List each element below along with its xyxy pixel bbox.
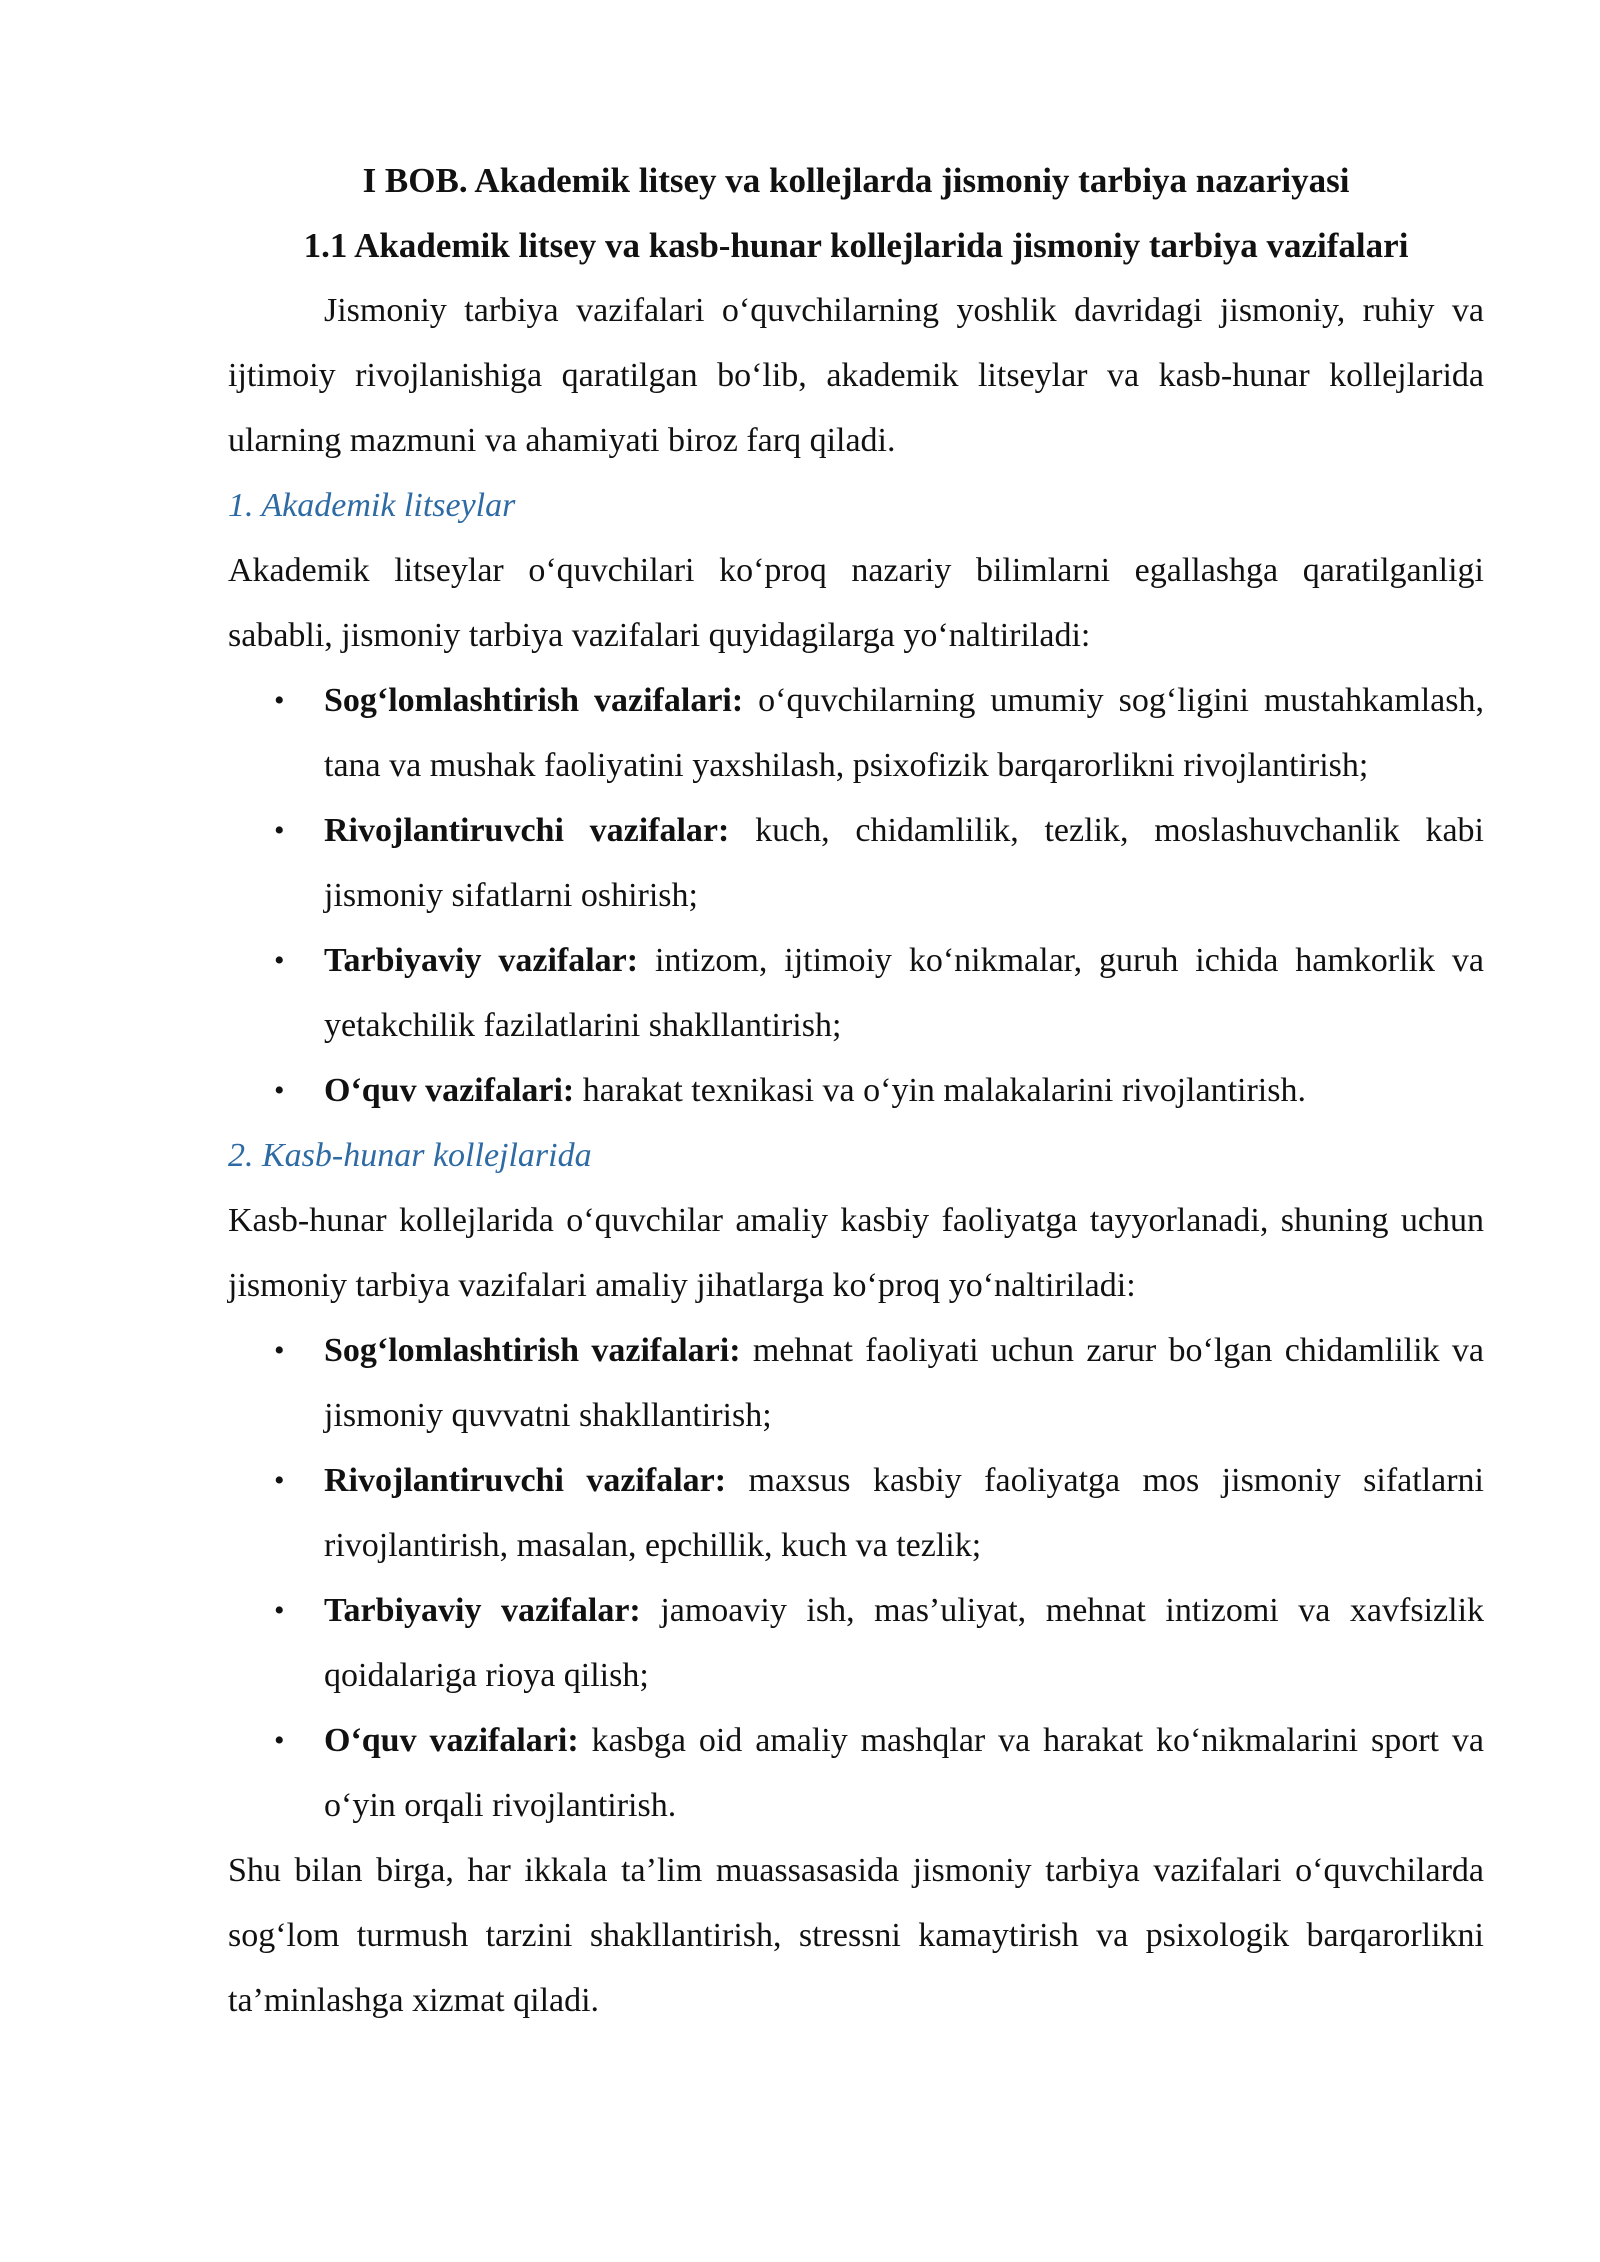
part-lead-paragraph: Kasb-hunar kollejlarida o‘quvchilar amaliy kasbiy faoliyatga tayyorlanadi, shuning uchun jismoniy tarbiya vazifalari amaliy jihatlarga ko‘proq yo‘naltiriladi: [228, 1202, 1484, 1304]
item-label: O‘quv vazifalari: [324, 1072, 575, 1109]
item-text: kuch, chidamlilik, tezlik, moslashuvchanlik kabi jismoniy sifatlarni oshirish; [324, 812, 1484, 914]
list-item [274, 1448, 1484, 1578]
item-text: jamoaviy ish, mas’uliyat, mehnat intizomi va xavfsizlik qoidalariga rioya qilish; [324, 1592, 1485, 1694]
item-label: Tarbiyaviy vazifalar: [324, 942, 639, 979]
item-label: Sog‘lomlashtirish vazifalari: [324, 1332, 741, 1369]
item-text: maxsus kasbiy faoliyatga mos jismoniy sifatlarni rivojlantirish, masalan, epchillik, kuch va tezlik; [324, 1462, 1484, 1564]
part-lead-paragraph: Akademik litseylar o‘quvchilari ko‘proq nazariy bilimlarni egallashga qaratilganligi sababli, jismoniy tarbiya vazifalari quyidagilarga yo‘naltiriladi: [228, 552, 1484, 654]
item-label: Rivojlantiruvchi vazifalar: [324, 812, 730, 849]
task-list [228, 1318, 1484, 1838]
chapter-title: I BOB. Akademik litsey va kollejlarda jismoniy tarbiya nazariyasi [362, 161, 1350, 200]
part-heading: 2. Kasb-hunar kollejlarida [228, 1137, 592, 1174]
bullet-icon: • [274, 1464, 285, 1497]
task-list [228, 668, 1484, 1123]
bullet-icon: • [274, 1074, 285, 1107]
item-text: intizom, ijtimoiy ko‘nikmalar, guruh ichida hamkorlik va yetakchilik fazilatlarini shakllantirish; [324, 942, 1484, 1044]
item-label: Rivojlantiruvchi vazifalar: [324, 1462, 727, 1499]
list-item [274, 668, 1484, 798]
bullet-icon: • [274, 1334, 285, 1367]
bullet-icon: • [274, 1594, 285, 1627]
part-heading: 1. Akademik litseylar [228, 487, 516, 524]
bullet-icon: • [274, 1724, 285, 1757]
item-text: o‘quvchilarning umumiy sog‘ligini mustahkamlash, tana va mushak faoliyatini yaxshilash, psixofizik barqarorlikni rivojlantirish; [324, 682, 1484, 784]
list-item [274, 798, 1484, 928]
list-item [274, 1058, 1484, 1123]
conclusion-paragraph: Shu bilan birga, har ikkala ta’lim muassasasida jismoniy tarbiya vazifalari o‘quvchilarda sog‘lom turmush tarzini shakllantirish, stressni kamaytirish va psixologik barqarorlikni ta’minlashga xizmat qiladi. [228, 1852, 1484, 2019]
list-item [274, 1318, 1485, 1448]
item-text: mehnat faoliyati uchun zarur bo‘lgan chidamlilik va jismoniy quvvatni shakllantirish; [324, 1332, 1485, 1434]
item-label: Tarbiyaviy vazifalar: [324, 1592, 641, 1629]
bullet-icon: • [274, 684, 285, 717]
item-label: O‘quv vazifalari: [324, 1722, 579, 1759]
bullet-icon: • [274, 814, 285, 847]
part-academic-lyceums [228, 473, 1484, 1123]
bullet-icon: • [274, 944, 285, 977]
item-text: kasbga oid amaliy mashqlar va harakat ko‘nikmalarini sport va o‘yin orqali rivojlantirish. [324, 1722, 1484, 1824]
list-item [274, 928, 1484, 1058]
item-label: Sog‘lomlashtirish vazifalari: [324, 682, 744, 719]
part-vocational-colleges [228, 1123, 1484, 1838]
section-title: 1.1 Akademik litsey va kasb-hunar kollejlarida jismoniy tarbiya vazifalari [303, 226, 1409, 265]
list-item [274, 1708, 1484, 1838]
page-content [228, 148, 1484, 2033]
intro-paragraph: Jismoniy tarbiya vazifalari o‘quvchilarning yoshlik davridagi jismoniy, ruhiy va ijtimoiy rivojlanishiga qaratilgan bo‘lib, akademik litseylar va kasb-hunar kollejlarida ularning mazmuni va ahamiyati biroz farq qiladi. [228, 292, 1484, 459]
list-item [274, 1578, 1485, 1708]
item-text: harakat texnikasi va o‘yin malakalarini rivojlantirish. [574, 1072, 1306, 1109]
